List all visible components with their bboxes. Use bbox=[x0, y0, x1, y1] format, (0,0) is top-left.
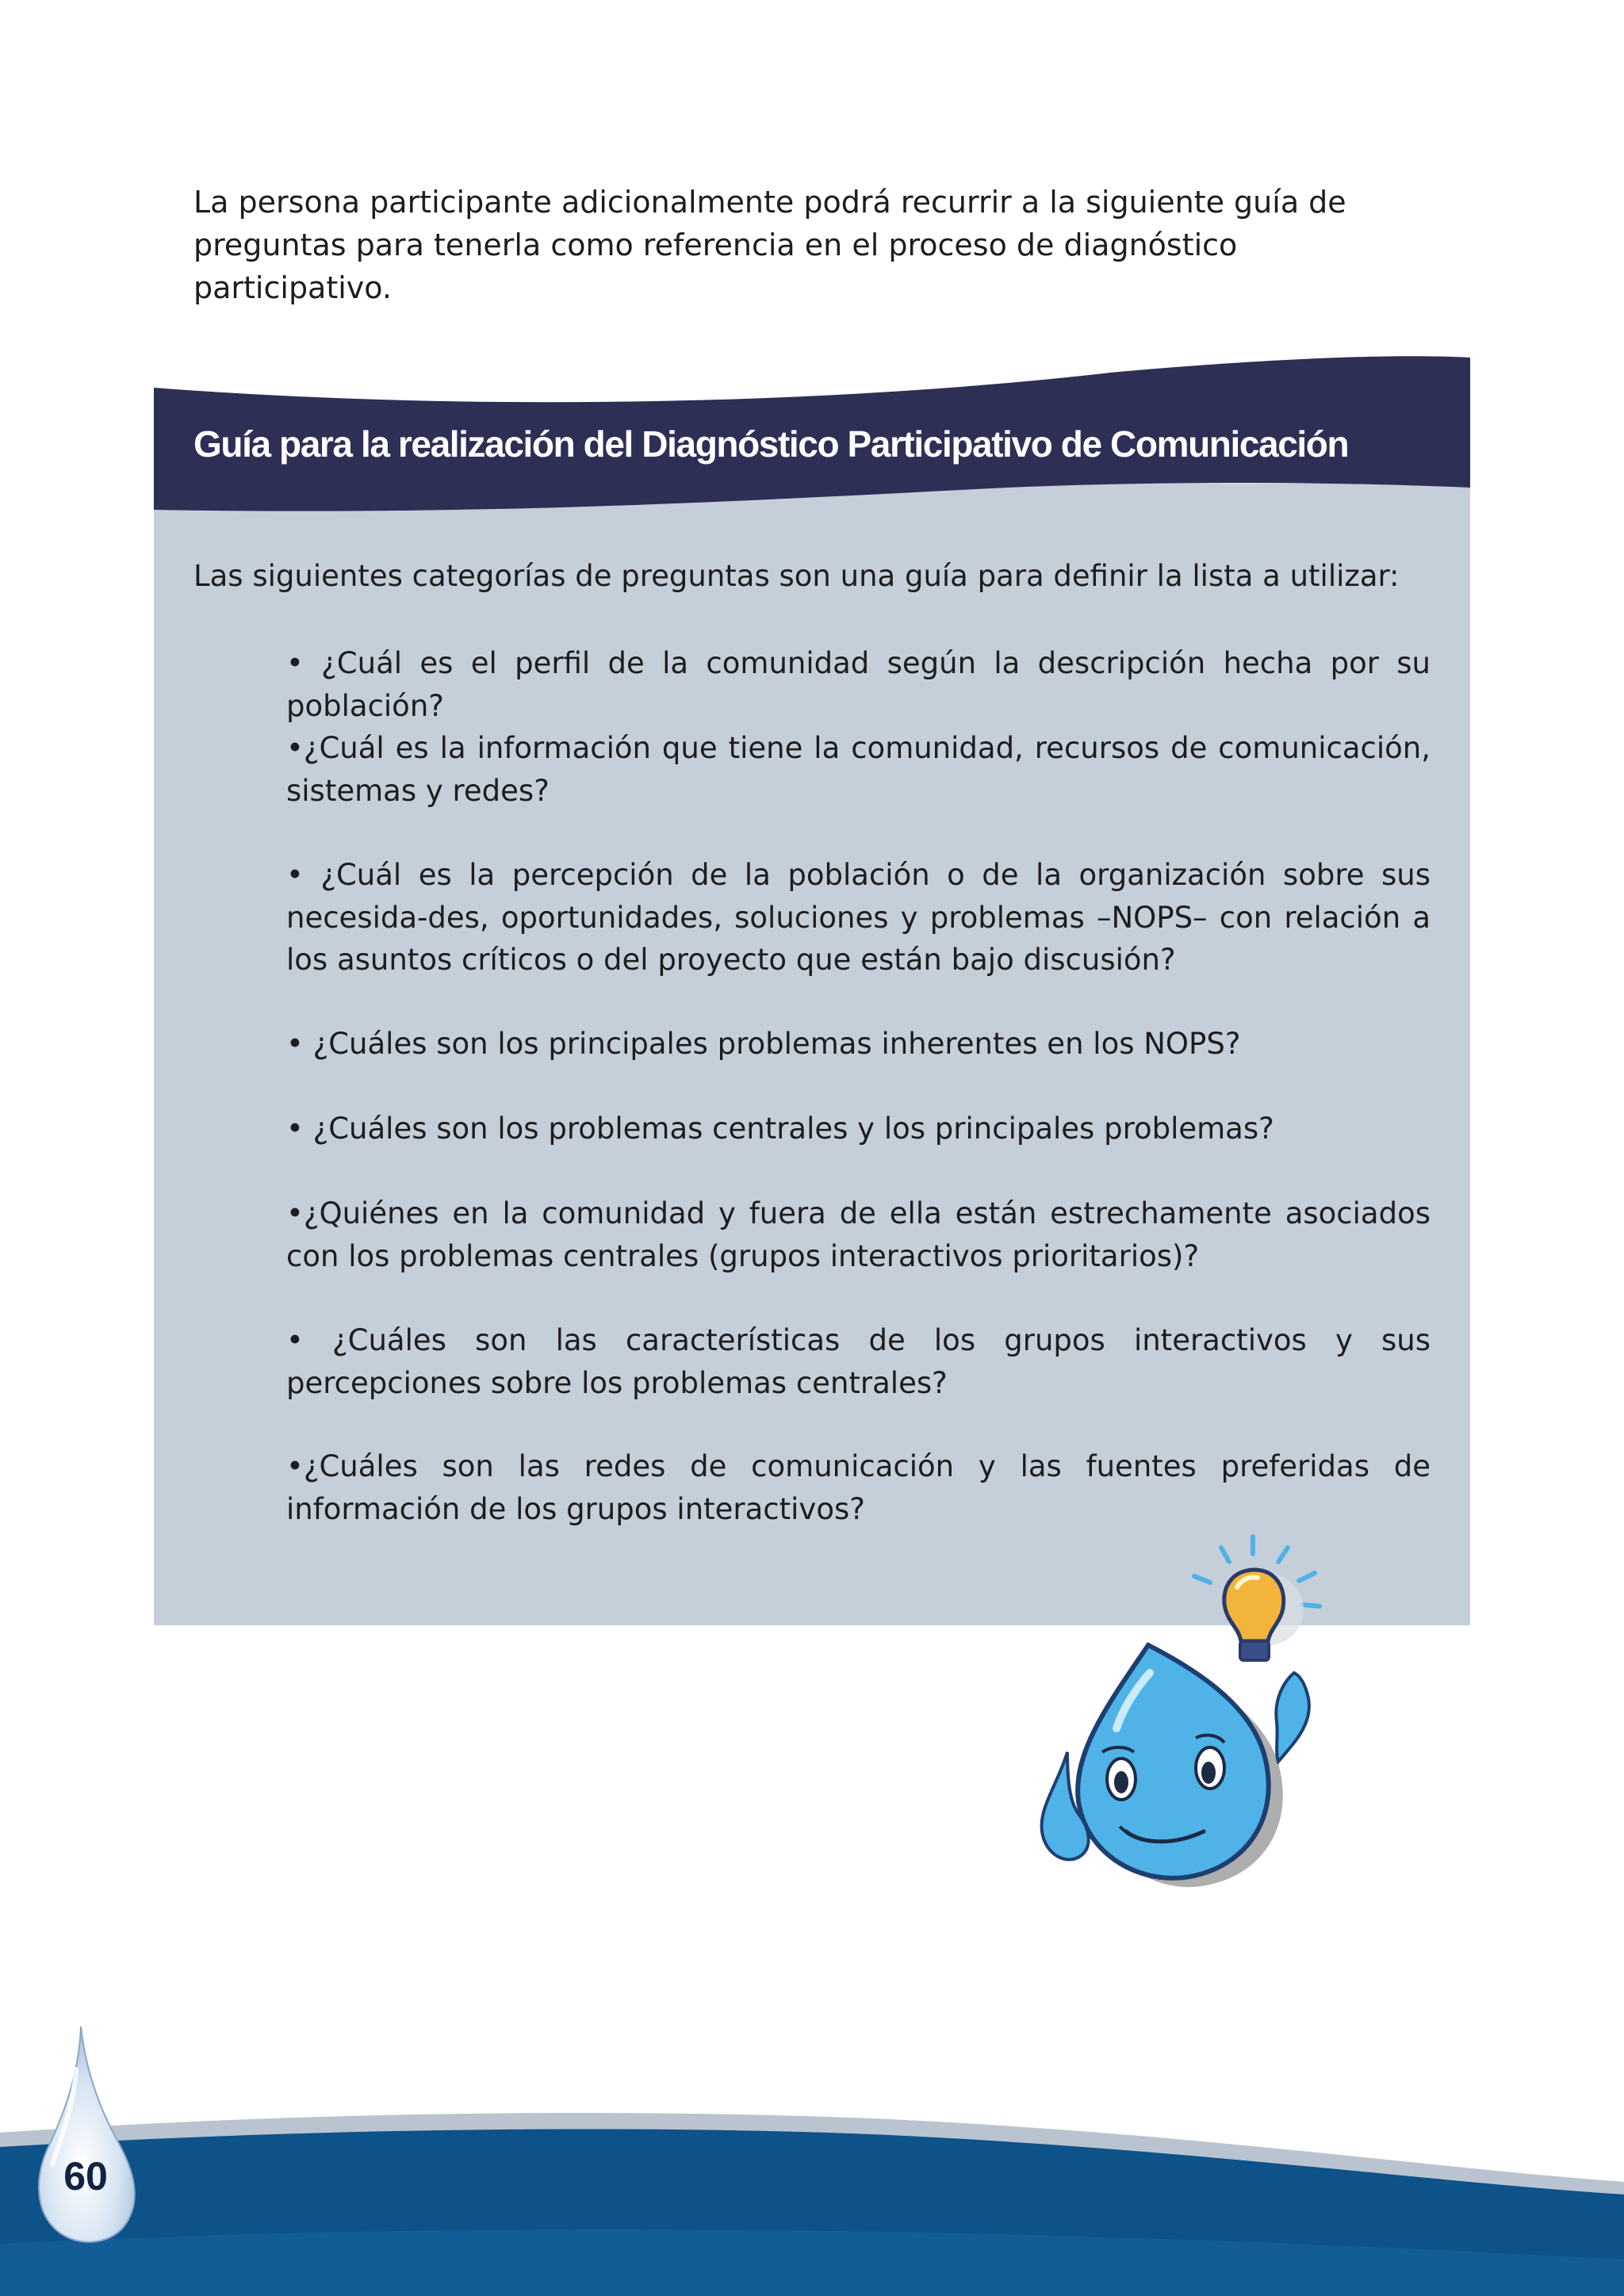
guide-lead-text: Las siguientes categorías de preguntas son una guía para definir la lista a utilizar: bbox=[193, 559, 1400, 593]
question-item: • ¿Cuál es la percepción de la población o de la organización sobre sus necesida-des, oportunidades, soluciones y problemas –NOPS– con relación a los asuntos críticos o del proyecto que están bajo discusión? bbox=[286, 858, 1431, 977]
water-drop-mascot-icon bbox=[1023, 1514, 1372, 1974]
question-item: •¿Quiénes en la comunidad y fuera de ella están estrechamente asociados con los problemas centrales (grupos interactivos prioritarios)? bbox=[286, 1196, 1431, 1273]
question-item: •¿Cuál es la información que tiene la comunidad, recursos de comunicación, sistemas y redes? bbox=[286, 731, 1431, 808]
light-bulb-icon bbox=[1224, 1570, 1304, 1660]
question-item: • ¿Cuáles son los principales problemas inherentes en los NOPS? bbox=[286, 1027, 1241, 1061]
water-drop-icon bbox=[32, 2022, 151, 2252]
mascot-body bbox=[1078, 1645, 1269, 1878]
question-item: •¿Cuáles son las redes de comunicación y las fuentes preferidas de información de los grupos interactivos? bbox=[286, 1449, 1431, 1526]
question-item: • ¿Cuál es el perfil de la comunidad según la descripción hecha por su población? bbox=[286, 646, 1431, 723]
mascot-hand bbox=[1276, 1673, 1309, 1762]
page-number: 60 bbox=[63, 2154, 108, 2198]
question-item: • ¿Cuáles son las características de los grupos interactivos y sus percepciones sobre los problemas centrales? bbox=[286, 1323, 1431, 1400]
question-item: • ¿Cuáles son los problemas centrales y los principales problemas? bbox=[286, 1112, 1274, 1146]
guide-box-title: Guía para la realización del Diagnóstico Participativo de Comunicación bbox=[193, 423, 1349, 465]
intro-paragraph: La persona participante adicionalmente podrá recurrir a la siguiente guía de preguntas para tenerla como referencia en el proceso de diagnóstico participativo. bbox=[193, 185, 1346, 305]
